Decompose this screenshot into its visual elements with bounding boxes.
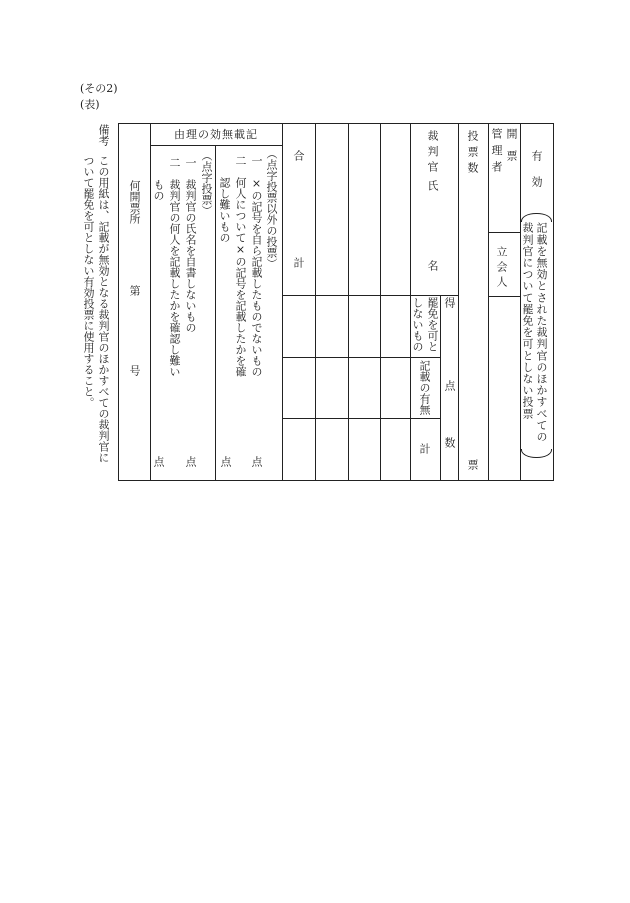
- table-rule: [315, 123, 316, 480]
- table-rule: [215, 145, 216, 480]
- score-row-label: しないもの: [411, 297, 424, 352]
- table-rule: [282, 357, 440, 358]
- non-braille-unit: 点: [219, 456, 232, 467]
- total-label: 計: [292, 257, 305, 268]
- score-label: 数: [443, 437, 456, 448]
- braille-item: 二 裁判官の何人を記載したかを確認し難い: [168, 157, 181, 377]
- table-rule: [440, 295, 441, 480]
- table-rule: [282, 418, 440, 419]
- table-rule: [488, 232, 520, 233]
- valid-label: 有効: [530, 150, 543, 202]
- braille-item-continued: もの: [152, 179, 165, 201]
- invalid-reason-header: 由理の効無載記: [174, 128, 258, 141]
- sheet-number: (その2): [80, 82, 118, 95]
- score-row-label: 計: [418, 443, 431, 454]
- table-rule: [488, 296, 520, 297]
- counting-manager-label: 管理者: [490, 128, 503, 178]
- table-rule: [282, 295, 458, 296]
- table-rule: [458, 123, 459, 480]
- valid-note-line: 記載を無効とされた裁判官のほかすべての: [535, 222, 548, 443]
- score-row-label: 罷免を可と: [426, 297, 439, 352]
- bracket-open: [521, 213, 552, 222]
- table-rule: [488, 123, 489, 480]
- non-braille-item-continued: 認し難いもの: [218, 177, 231, 243]
- note-line: ついて罷免を可としない有効投票に使用すること。: [82, 155, 95, 408]
- table-rule: [282, 123, 283, 480]
- witness-label: 立会人: [495, 246, 508, 291]
- score-row-label: 記載の有無: [418, 360, 431, 415]
- valid-note-line: 裁判官について罷免を可としない投票: [521, 222, 534, 420]
- table-rule: [380, 123, 381, 480]
- station-label: 何開票所: [128, 180, 141, 224]
- braille-unit: 点: [184, 456, 197, 467]
- score-label: 得: [443, 297, 456, 308]
- table-rule: [150, 145, 282, 146]
- sheet-side: (表): [80, 98, 100, 111]
- braille-unit: 点: [152, 456, 165, 467]
- score-label: 点: [443, 380, 456, 391]
- note-line: この用紙は、記載が無効となる裁判官のほかすべての裁判官に: [97, 155, 110, 463]
- table-rule: [348, 123, 349, 480]
- vote-count-label: 投票数: [466, 130, 479, 178]
- note-label: 備考: [97, 124, 110, 146]
- station-number-suffix: 号: [128, 365, 141, 376]
- judge-name-label: 裁判官: [426, 130, 439, 177]
- non-braille-unit: 点: [250, 456, 263, 467]
- non-braille-title: （点字投票以外の投票）: [265, 148, 278, 269]
- judge-name-label: 氏: [426, 180, 439, 191]
- counting-manager-label: 開票: [505, 128, 518, 172]
- braille-item: 一 裁判官の氏名を自書しないもの: [184, 157, 197, 333]
- total-label: 合: [292, 150, 305, 161]
- braille-title: （点字投票）: [200, 150, 213, 216]
- station-number-prefix: 第: [128, 285, 141, 296]
- non-braille-item: 二 何人について×の記号を記載したかを確: [234, 155, 247, 377]
- judge-name-label: 名: [426, 260, 439, 271]
- vote-count-unit: 票: [466, 459, 479, 470]
- table-rule: [150, 123, 151, 480]
- non-braille-item: 一 ×の記号を自ら記載したものでないもの: [250, 155, 263, 377]
